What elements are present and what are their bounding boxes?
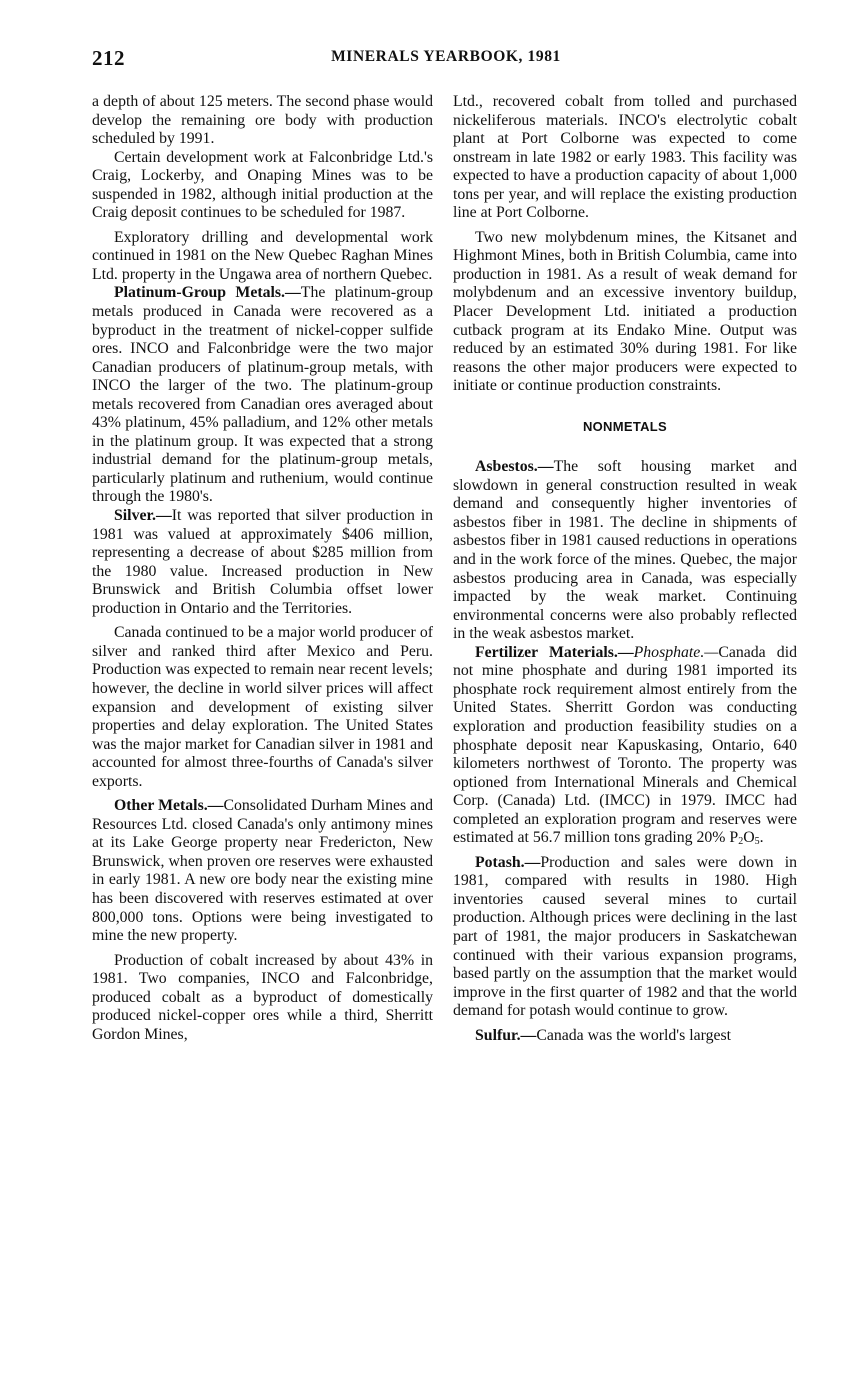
run-in-heading: Platinum-Group Metals.— — [114, 284, 301, 302]
run-in-heading: Silver.— — [114, 507, 172, 525]
section-heading: NONMETALS — [582, 418, 668, 434]
subscript: 2 — [738, 836, 744, 848]
run-in-heading: Fertilizer Materials.— — [475, 643, 634, 661]
page-number: 212 — [92, 46, 125, 70]
paragraph-sulfur — [453, 1027, 797, 1046]
run-in-subheading: Phosphate.— — [633, 643, 719, 661]
run-in-heading: Asbestos.— — [475, 458, 554, 476]
right-column — [453, 93, 797, 1045]
paragraph: a depth of about 125 meters. The second phase would develop the remaining ore body with production scheduled by 1991. — [92, 93, 433, 148]
paragraph-fertilizer — [453, 644, 797, 848]
paragraph: Exploratory drilling and developmental work continued in 1981 on the New Quebec Raghan Mines Ltd. property in the Ungawa area of northern Quebec. — [92, 228, 433, 283]
run-in-heading: Potash.— — [475, 853, 541, 871]
paragraph-text: It was reported that silver production in 1981 was valued at approximately $406 million, representing a decrease of about $285 million from the 1980 value. Increased production in New Brunswick and British Columbia offset lower production in Ontario and the Territories. — [92, 507, 433, 617]
paragraph: Canada continued to be a major world producer of silver and ranked third after Mexico and Peru. Production was expected to remain near recent levels; however, the decline in world silver prices will affect expansion and development of existing silver properties and delay exploration. The United States was the major market for Canadian silver in 1981 and accounted for almost three-fourths of Canada's silver exports. — [92, 624, 433, 790]
paragraph-text: Consolidated Durham Mines and Resources Ltd. closed Canada's only antimony mines at its Lake George property near Fredericton, New Brunswick, when proven ore reserves were exhausted in early 1981. A new ore body near the existing mine has been discovered with reserves estimated at over 800,000 tons. Options were being investigated to mine the new property. — [92, 797, 433, 945]
paragraph-text: The platinum-group metals produced in Canada were recovered as a byproduct in the treatment of nickel-copper sulfide ores. INCO and Falconbridge were the two major Canadian producers of platinum-group metals, with INCO the larger of the two. The platinum-group metals recovered from Canadian ores averaged about 43% platinum, 45% palladium, and 12% other metals in the platinum group. It was expected that a strong industrial demand for the platinum-group metals, particularly platinum and ruthenium, would continue through the 1980's. — [92, 284, 433, 506]
paragraph-text: . — [759, 829, 764, 847]
paragraph-other-metals — [92, 797, 433, 945]
paragraph: Ltd., recovered cobalt from tolled and purchased nickeliferous materials. INCO's electrolytic cobalt plant at Port Colborne was expected to come onstream in late 1982 or early 1983. This facility was expected to have a production capacity of about 1,000 tons per year, and will replace the existing production line at Port Colborne. — [453, 93, 797, 222]
page-header — [92, 46, 800, 76]
paragraph-text: Canada was the world's largest — [536, 1026, 732, 1044]
paragraph-text: Canada did not mine phosphate and during 1981 imported its phosphate rock requirement almost entirely from the United States. Sherritt Gordon was conducting exploration and production feasibility studies on a phosphate deposit near Kapuskasing, Ontario, 640 kilometers northwest of Toronto. The property was optioned from International Minerals and Chemical Corp. (Canada) Ltd. (IMCC) in 1979. IMCC had completed an exploration program and reserves were estimated at 56.7 million tons grading 20% P — [453, 643, 797, 847]
paragraph-text: The soft housing market and slowdown in general construction resulted in weak demand and consequently higher inventories of asbestos fiber in 1981. The decline in shipments of asbestos fiber in 1981 caused reductions in operations and in the work force of the mines. Quebec, the major asbestos producing area in Canada, was especially impacted by the weak market. Continuing environmental concerns were also probably reflected in the weak asbestos market. — [453, 458, 797, 643]
run-in-heading: Sulfur.— — [475, 1026, 537, 1044]
running-title: MINERALS YEARBOOK, 1981 — [331, 48, 561, 65]
paragraph-platinum — [92, 284, 433, 507]
paragraph: Production of cobalt increased by about 43% in 1981. Two companies, INCO and Falconbridge, produced cobalt as a byproduct of domestically produced nickel-copper ores while a third, Sherritt Gordon Mines, — [92, 951, 433, 1043]
paragraph: Two new molybdenum mines, the Kitsanet and Highmont Mines, both in British Columbia, came into production in 1981. As a result of weak demand for molybdenum and an excessive inventory buildup, Placer Development Ltd. initiated a production cutback program at its Endako Mine. Output was reduced by an estimated 30% during 1981. For like reasons the other major producers were expected to initiate or continue production constraints. — [453, 228, 797, 395]
paragraph-potash — [453, 854, 797, 1021]
paragraph-silver — [92, 507, 433, 618]
paragraph-text: O — [743, 829, 755, 847]
paragraph: Certain development work at Falconbridge Ltd.'s Craig, Lockerby, and Onaping Mines was to be suspended in 1982, although initial production at the Craig deposit continues to be scheduled for 1987. — [92, 148, 433, 222]
paragraph-text: Production and sales were down in 1981, compared with results in 1980. High inventories caused several mines to curtail production. Although prices were declining in the last part of 1981, the major producers in Saskatchewan continued with their various expansion programs, based partly on the assumption that the market would improve in the first quarter of 1982 and that the world demand for potash would continue to grow. — [453, 853, 797, 1020]
run-in-heading: Other Metals.— — [114, 797, 224, 815]
left-column — [92, 93, 433, 1044]
subscript: 5 — [754, 836, 760, 848]
paragraph-asbestos — [453, 458, 797, 643]
